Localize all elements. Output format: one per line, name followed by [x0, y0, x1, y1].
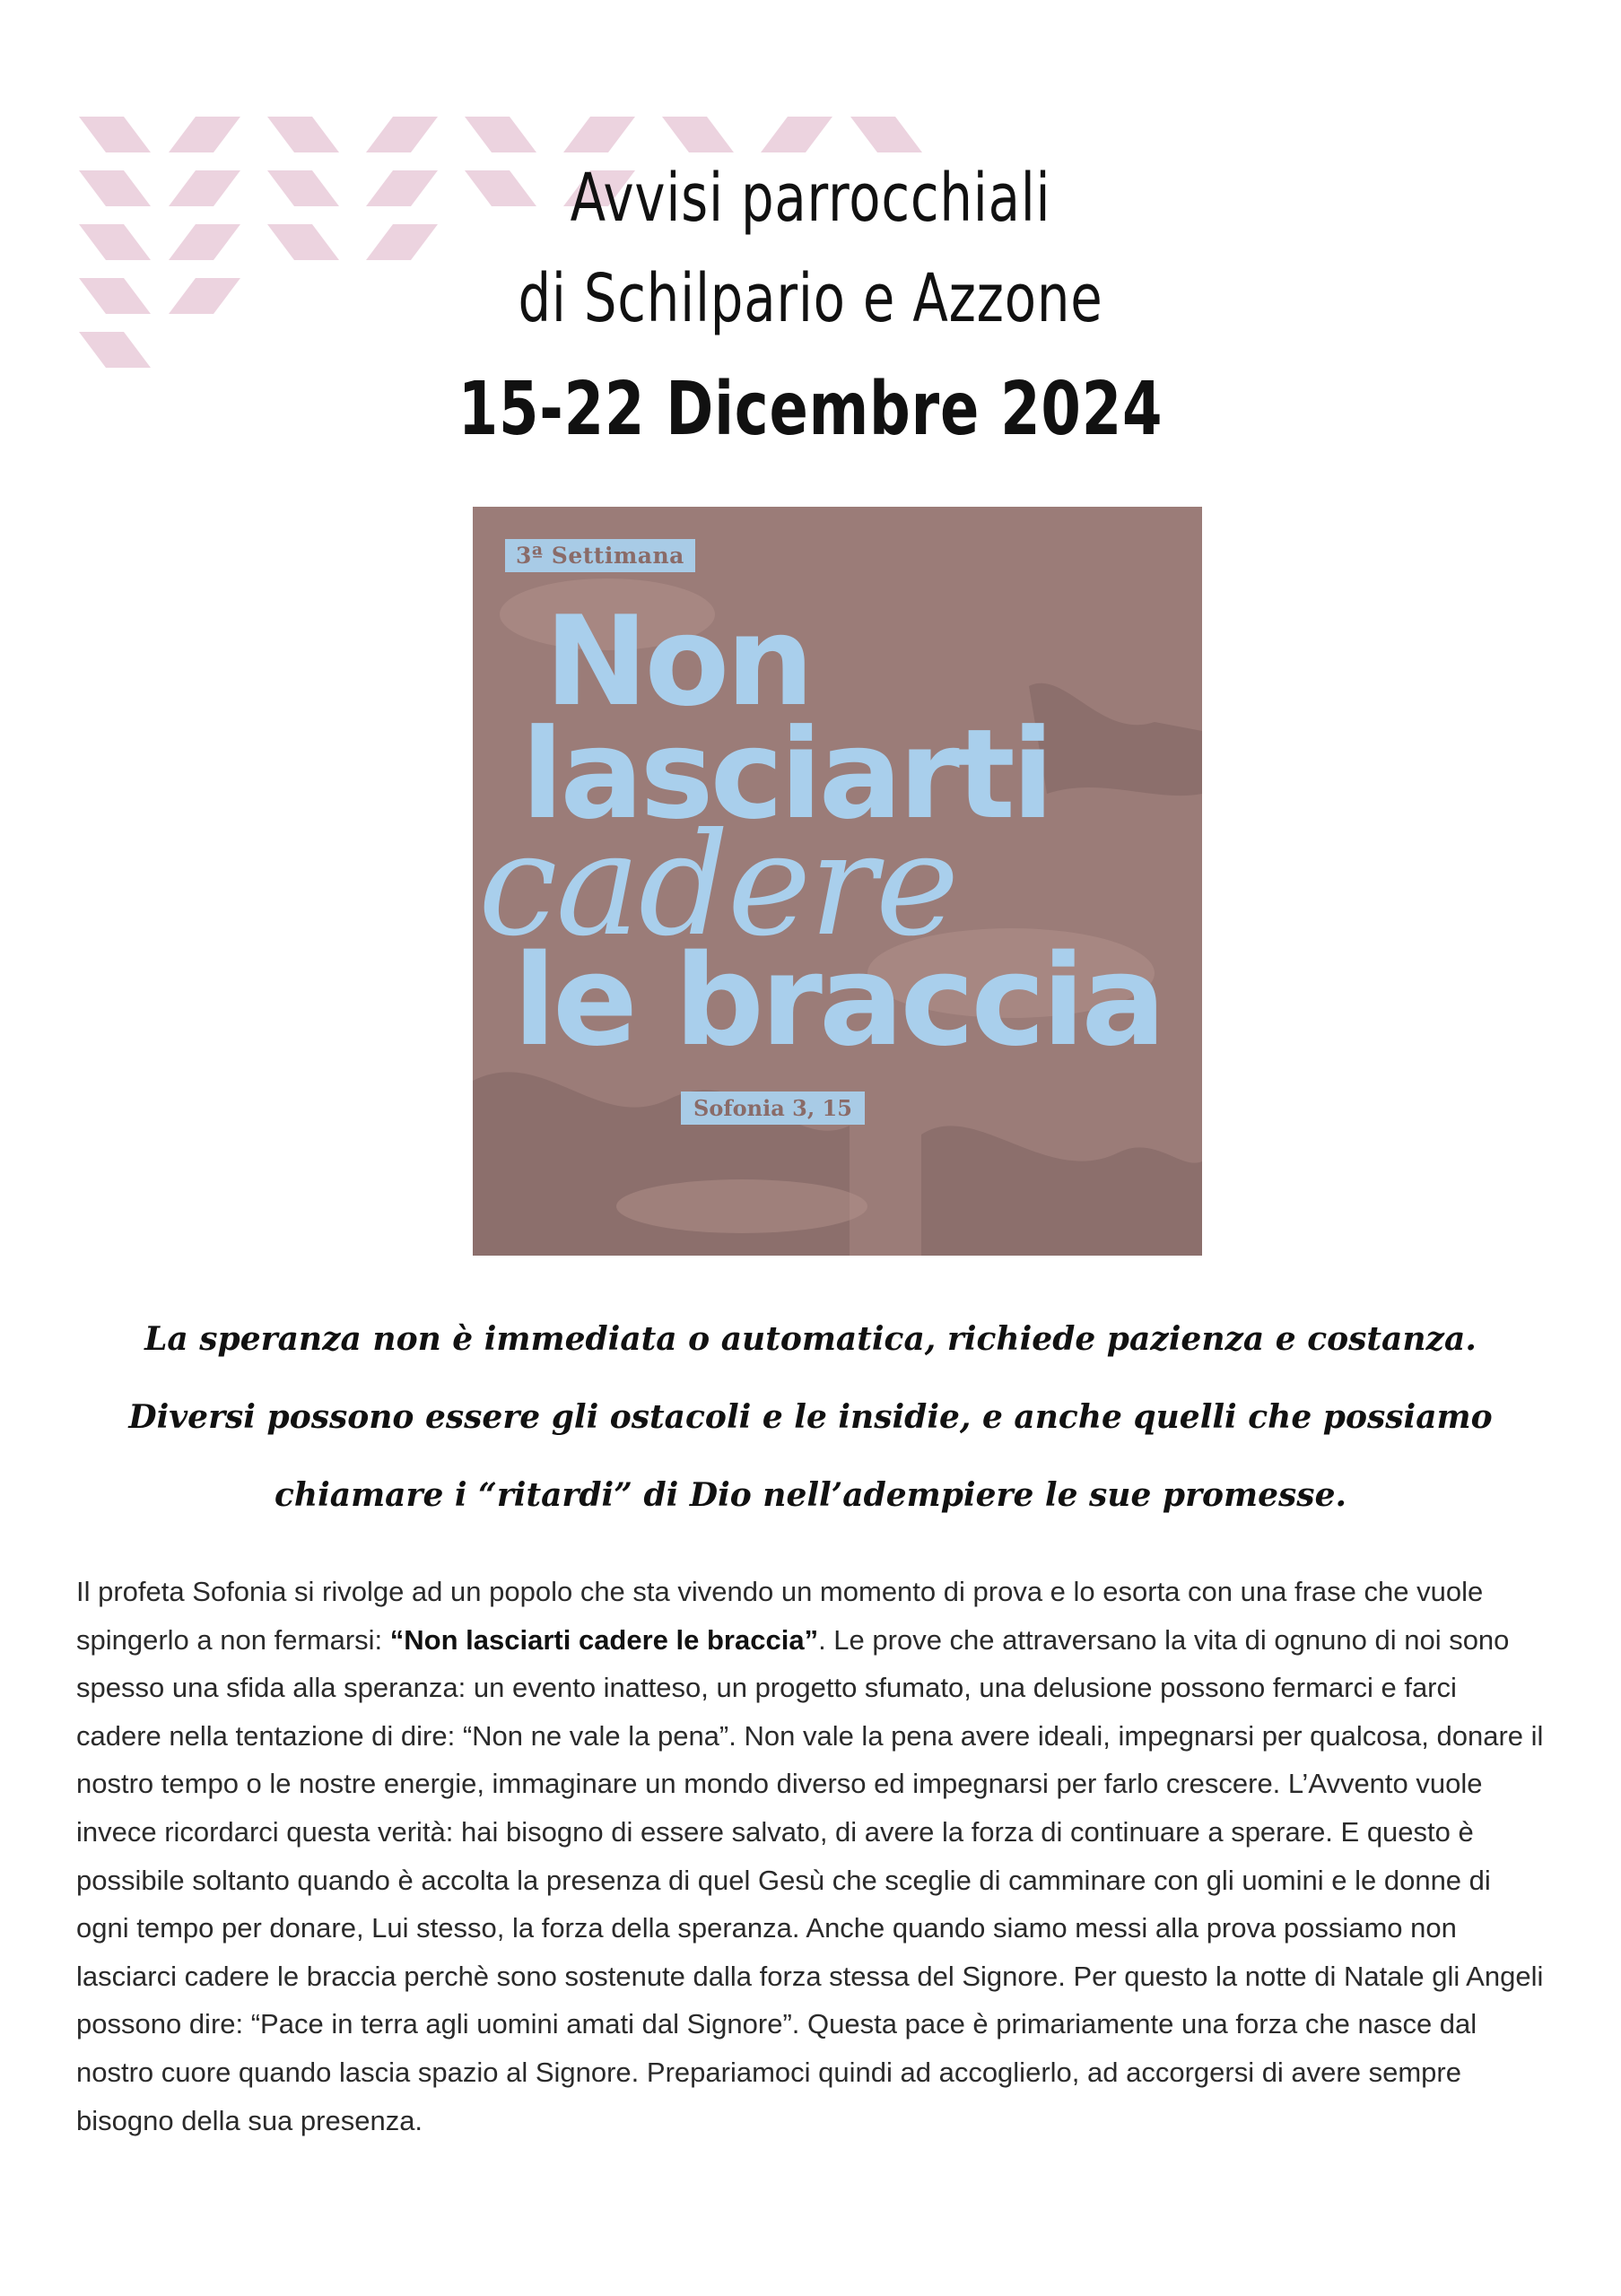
body-paragraph — [76, 1568, 1547, 2144]
highlight-quote: La speranza non è immediata o automatica, richiede pazienza e costanza. Diversi possono essere gli ostacoli e le insidie, e anche quelli che possiamo chiamare i “ritardi” di Dio nell’adempiere le sue promesse. — [128, 1320, 1493, 1514]
advent-poster-image — [473, 507, 1202, 1256]
poster-word-lasciarti: lasciarti — [521, 702, 1051, 847]
page-title-dates: 15-22 Dicembre 2024 — [458, 367, 1163, 452]
poster-word-non: Non — [545, 589, 811, 734]
body-text-part-1: Il profeta Sofonia si rivolge ad un popolo che sta vivendo un momento di prova e lo esorta con una frase che vuole spingerlo a non fermarsi: — [76, 1576, 1484, 1656]
poster-word-cadere: cadere — [478, 803, 958, 968]
page-title-line-2: di Schilpario e Azzone — [518, 260, 1103, 337]
body-text-emphasis: “Non lasciarti cadere le braccia” — [389, 1623, 819, 1656]
body-text-part-2: . Le prove che attraversano la vita di ognuno di noi sono spesso una sfida alla speranza: un evento inatteso, un progetto sfumato, una delusione possono fermarci e farci cadere nella tentazione di dire: “Non ne vale la pena”. Non vale la pena avere ideali, impegnarsi per qualcosa, donare il nostro tempo o le nostre energie, immaginare un mondo diverso ed impegnarsi per farlo crescere. L’Avvento vuole invece ricordarci questa verità: hai bisogno di essere salvato, di avere la forza di continuare a sperare. E questo è possibile soltanto quando è accolta la presenza di quel Gesù che sceglie di camminare con gli uomini e le donne di ogni tempo per donare, Lui stesso, la forza della speranza. Anche quando siamo messi alla prova possiamo non lasciarci cadere le braccia perchè sono sostenute dalla forza stessa del Signore. Per questo la notte di Natale gli Angeli possono dire: “Pace in terra agli uomini amati dal Signore”. Questa pace è primariamente una forza che nasce dal nostro cuore quando lascia spazio al Signore. Prepariamoci quindi ad accoglierlo, ad accorgersi di avere sempre bisogno della sua presenza. — [76, 1623, 1544, 2136]
page-header — [0, 148, 1621, 460]
poster-week-badge: 3ª Settimana — [505, 539, 695, 572]
poster-word-le-braccia: le braccia — [513, 928, 1163, 1074]
poster-scripture-reference: Sofonia 3, 15 — [681, 1091, 865, 1125]
page-title-line-1: Avvisi parrocchiali — [570, 160, 1051, 237]
